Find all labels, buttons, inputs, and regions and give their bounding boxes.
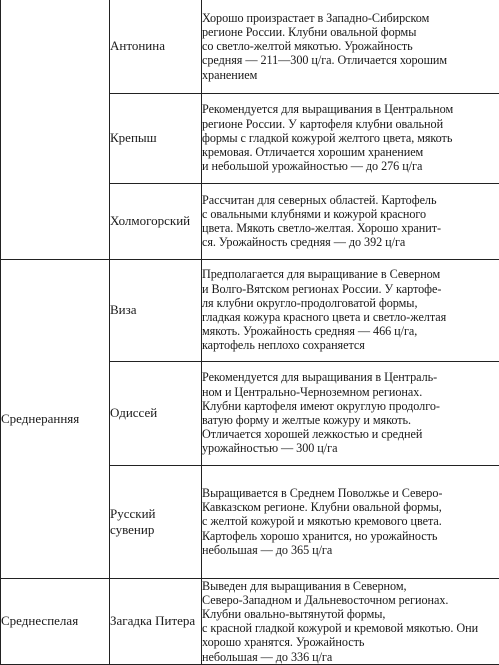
variety-description: Предполагается для выращивание в Северном и Волго-Вятском регионах России. У картофе- ля клубни округло-продолговатой формы, гладкая кожура красного цвета и светло-желтая мякоть. Урожайность средняя — 466 ц/га, картофель неплохо сохраняется xyxy=(202,259,499,361)
table-row xyxy=(1,259,499,361)
ripeness-group-cell: Среднеспелая xyxy=(1,578,110,664)
variety-name: Русский сувенир xyxy=(110,465,202,578)
variety-description: Рассчитан для северных областей. Картофель с овальными клубнями и кожурой красного цвета. Мякоть светло-желтая. Хорошо хранит- ся. Урожайность средняя — до 392 ц/га xyxy=(202,183,499,259)
variety-name: Одиссей xyxy=(110,361,202,465)
table-row xyxy=(1,0,499,93)
ripeness-group-cell xyxy=(1,0,110,259)
variety-name: Холмогорский xyxy=(110,183,202,259)
variety-description: Хорошо произрастает в Западно-Сибирском регионе России. Клубни овальной формы со светло-желтой мякотью. Урожайность средняя — 211—300 ц/га. Отличается хорошим хранением xyxy=(202,0,499,93)
variety-name: Антонина xyxy=(110,0,202,93)
variety-description: Рекомендуется для выращивания в Централь- ном и Центрально-Черноземном регионах. Клубни картофеля имеют округлую продолго- ватую форму и желтые кожуру и мякоть. Отличается хорошей лежкостью и средней урожайностью — 300 ц/га xyxy=(202,361,499,465)
variety-name: Загадка Питера xyxy=(110,578,202,664)
table-row xyxy=(1,578,499,664)
variety-description: Выращивается в Среднем Поволжье и Северо- Кавказском регионе. Клубни овальной формы, с желтой кожурой и мякотью кремового цвета. Картофель хорошо хранится, но урожайность небольшая — до 365 ц/га xyxy=(202,465,499,578)
variety-name: Виза xyxy=(110,259,202,361)
ripeness-group-cell: Среднеранняя xyxy=(1,259,110,578)
variety-description: Рекомендуется для выращивания в Центральном регионе России. У картофеля клубни овальной формы с гладкой кожурой желтого цвета, мякоть кремовая. Отличается хорошим хранением и небольшой урожайностью — до 276 ц/га xyxy=(202,93,499,183)
variety-description: Выведен для выращивания в Северном, Северо-Западном и Дальневосточном регионах. Клубни овально-вытянутой формы, с красной гладкой кожурой и кремовой мякотью. Они хорошо хранятся. Урожайность небольшая — до 336 ц/га xyxy=(202,578,499,664)
variety-name: Крепыш xyxy=(110,93,202,183)
